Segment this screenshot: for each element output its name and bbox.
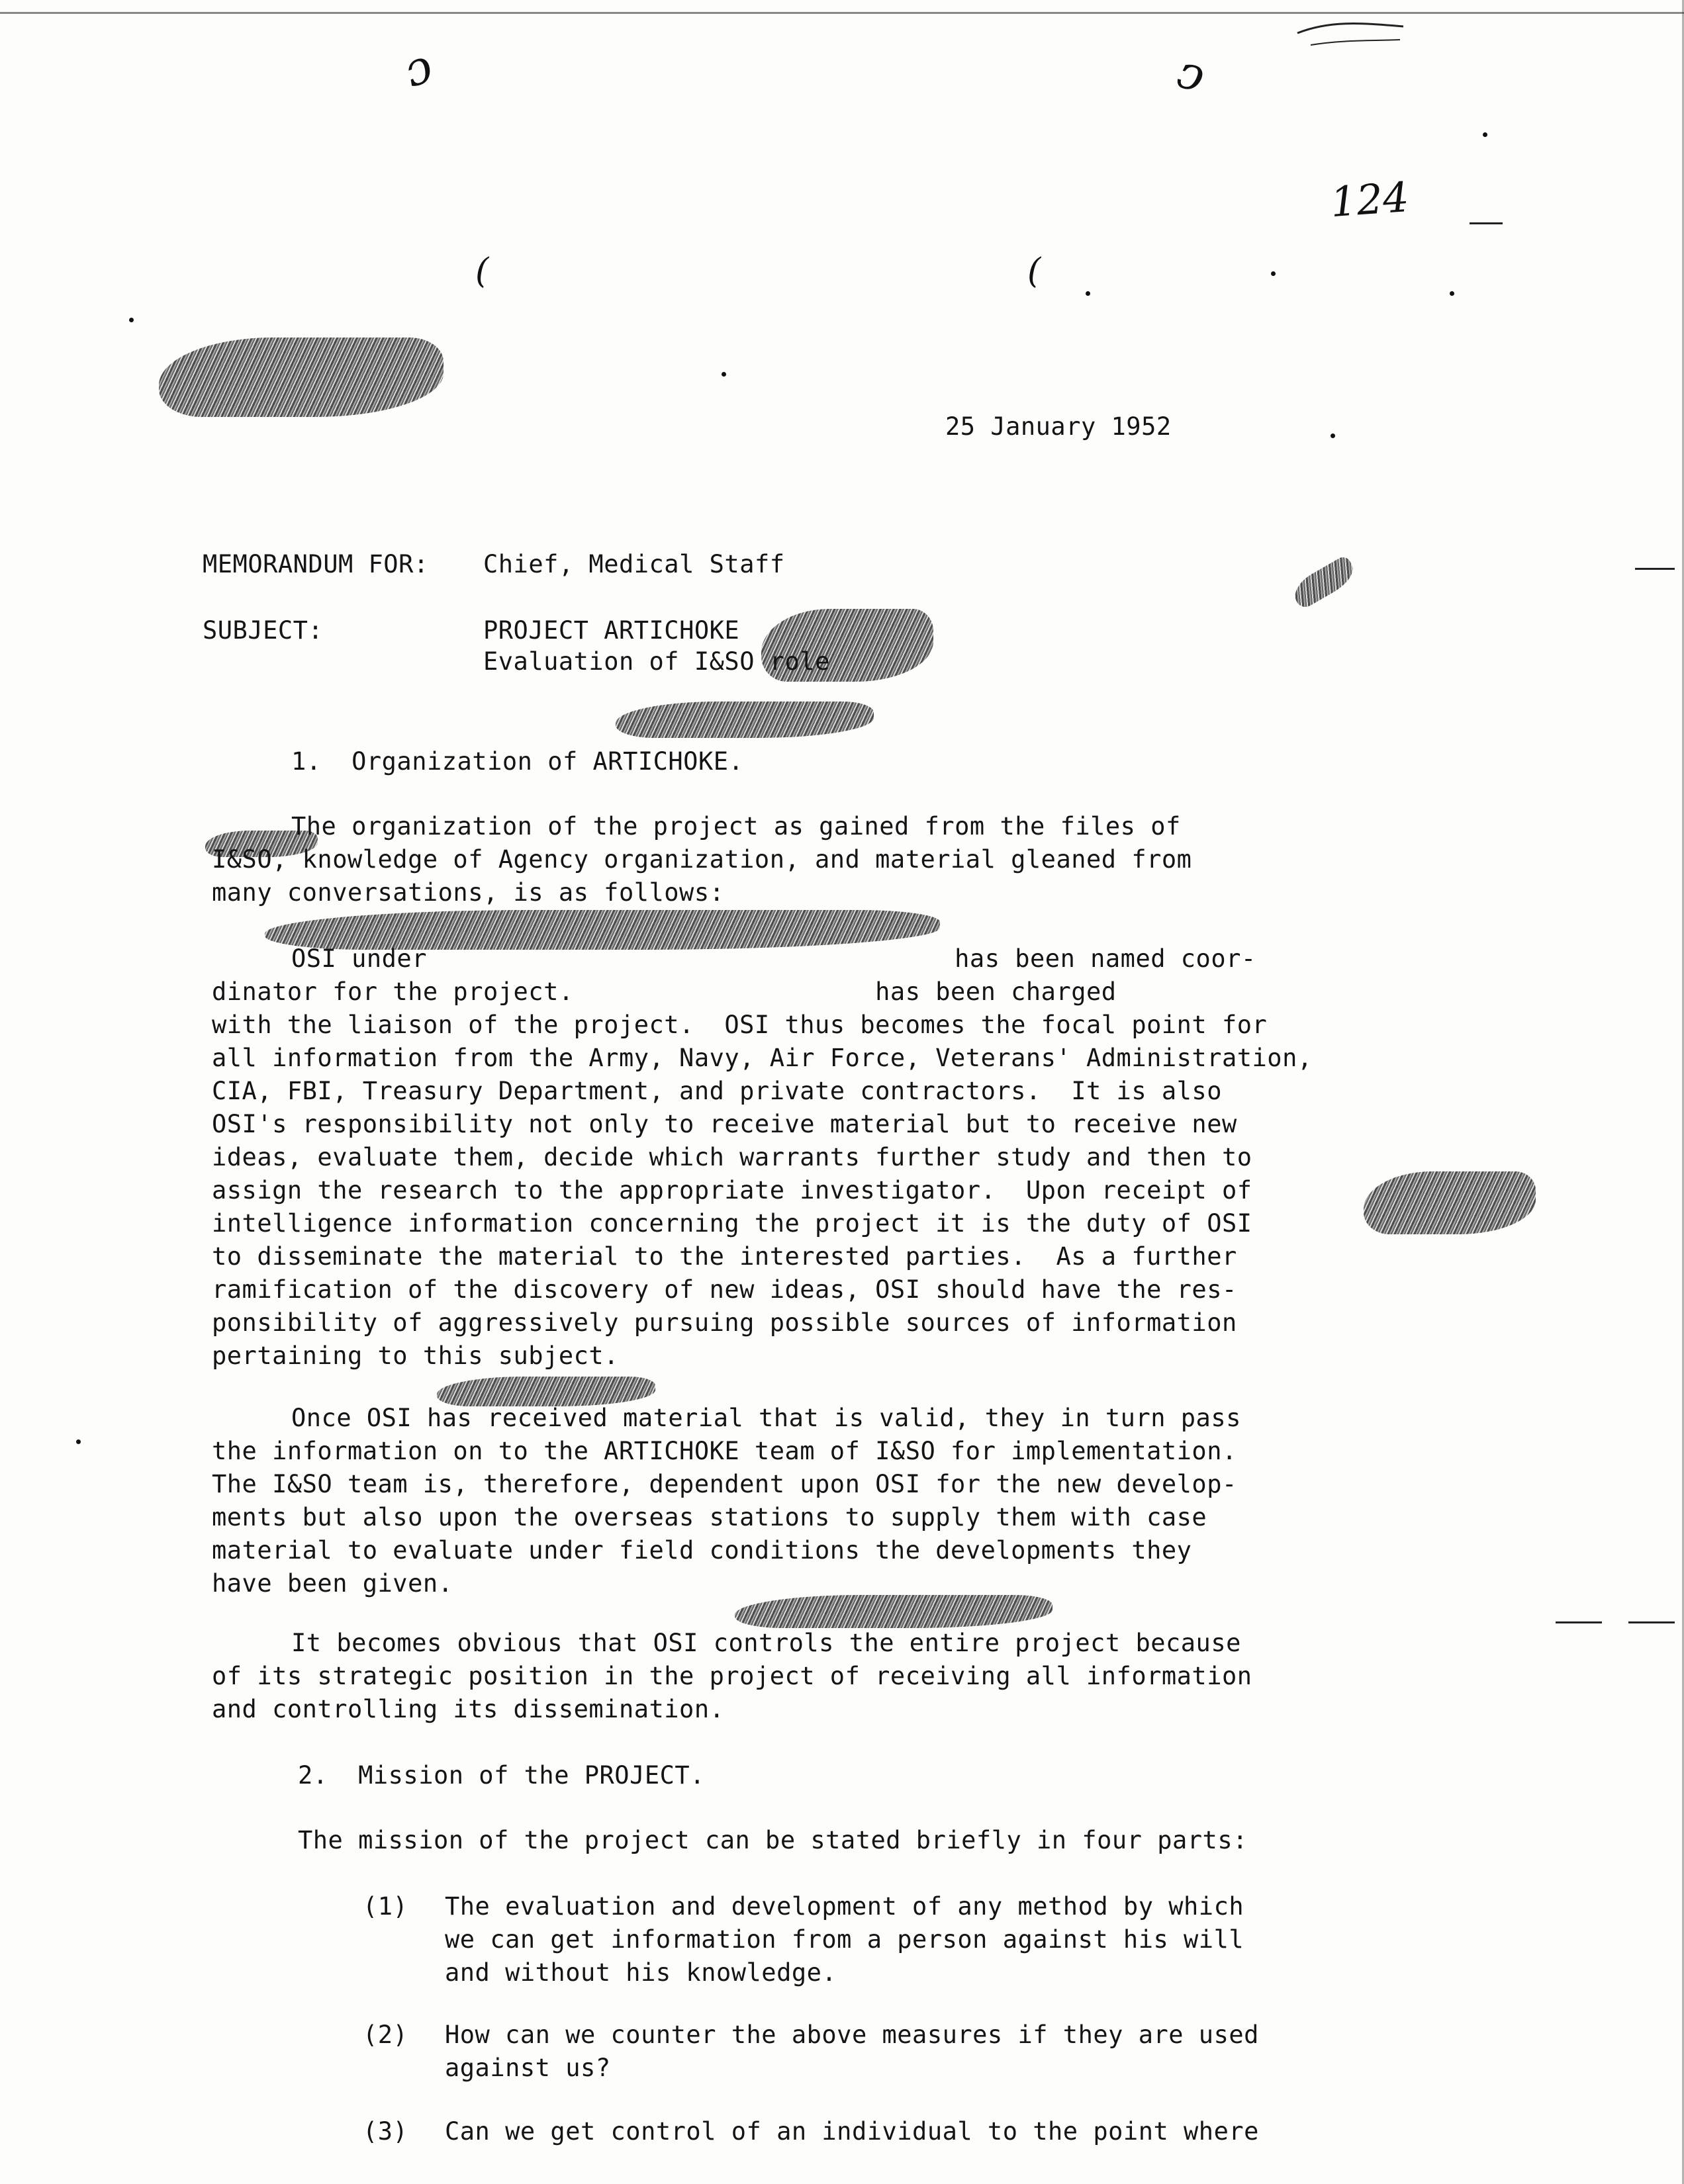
text-line: against us?	[445, 2054, 611, 2082]
mission-item-3	[445, 2115, 1259, 2148]
text-line: dinator for the project. has been charged	[212, 978, 1117, 1006]
text-line: ramification of the discovery of new ideas, OSI should have the res-	[212, 1275, 1237, 1304]
text-line: with the liaison of the project. OSI thus becomes the focal point for	[212, 1011, 1268, 1039]
mission-item-1	[445, 1890, 1244, 1989]
text-line: CIA, FBI, Treasury Department, and private contractors. It is also	[212, 1077, 1222, 1105]
scribble-top-right	[1291, 13, 1410, 53]
handwritten-mark-left: ɔ	[397, 38, 440, 99]
text-line: assign the research to the appropriate investigator. Upon receipt of	[212, 1176, 1252, 1205]
margin-dash	[1556, 1621, 1602, 1623]
mission-item-number: (3)	[363, 2117, 408, 2146]
text-line: ideas, evaluate them, decide which warrants further study and then to	[212, 1143, 1252, 1171]
handwritten-mark-right: ↄ	[1172, 44, 1211, 103]
text-line: intelligence information concerning the project it is the duty of OSI	[212, 1209, 1252, 1238]
mission-intro: The mission of the project can be stated briefly in four parts:	[298, 1826, 1248, 1854]
text-line: all information from the Army, Navy, Air Force, Veterans' Administration,	[212, 1044, 1313, 1072]
paren-mark-left: (	[475, 251, 489, 291]
margin-dash	[1628, 1621, 1675, 1623]
speck	[722, 372, 726, 377]
speck	[1483, 132, 1487, 137]
paragraph-osi-controls	[212, 1627, 1252, 1726]
text-line: OSI under has been named coor-	[291, 944, 1256, 973]
speck	[1331, 433, 1335, 438]
speck	[1450, 291, 1454, 296]
margin-dash	[1635, 568, 1675, 570]
text-line: and without his knowledge.	[445, 1958, 837, 1987]
paragraph-osi-information	[212, 1402, 1241, 1600]
paren-mark-right: (	[1027, 251, 1041, 291]
memo-date: 25 January 1952	[945, 412, 1172, 441]
text-line: have been given.	[212, 1569, 453, 1598]
text-line: ponsibility of aggressively pursuing possible sources of information	[212, 1308, 1237, 1337]
section-1-heading: 1. Organization of ARTICHOKE.	[291, 747, 744, 776]
speck	[76, 1439, 81, 1444]
subject-line-2: Evaluation of I&SO role	[483, 647, 830, 676]
text-line: and controlling its dissemination.	[212, 1695, 725, 1723]
mission-item-2	[445, 2019, 1259, 2085]
redaction-line	[616, 702, 874, 738]
margin-dash	[1470, 222, 1503, 224]
mission-item-number: (1)	[363, 1892, 408, 1921]
text-line: The organization of the project as gained from the files of	[291, 812, 1181, 841]
redaction-margin	[1364, 1171, 1536, 1234]
text-line: the information on to the ARTICHOKE team of I&SO for implementation.	[212, 1437, 1237, 1465]
speck	[1271, 271, 1276, 276]
text-line: The evaluation and development of any method by which	[445, 1892, 1244, 1921]
page-number: 124	[1329, 172, 1411, 227]
text-line: I&SO, knowledge of Agency organization, and material gleaned from	[212, 845, 1192, 874]
top-border	[0, 12, 1684, 14]
paragraph-osi-coordinator	[212, 942, 1313, 1373]
text-line: Once OSI has received material that is valid, they in turn pass	[291, 1404, 1241, 1432]
memo-for-label: MEMORANDUM FOR:	[203, 550, 429, 578]
text-line: Can we get control of an individual to the point where	[445, 2117, 1259, 2146]
text-line: pertaining to this subject.	[212, 1342, 619, 1370]
paragraph-organization	[212, 810, 1192, 909]
text-line: ments but also upon the overseas stations to supply them with case	[212, 1503, 1207, 1531]
subject-line-1: PROJECT ARTICHOKE	[483, 616, 740, 645]
speck	[1086, 291, 1090, 296]
redaction-letterhead	[159, 338, 444, 417]
text-line: material to evaluate under field conditions the developments they	[212, 1536, 1192, 1565]
text-line: we can get information from a person against his will	[445, 1925, 1244, 1954]
subject-label: SUBJECT:	[203, 616, 324, 645]
text-line: OSI's responsibility not only to receive material but to receive new	[212, 1110, 1237, 1138]
memo-for-value: Chief, Medical Staff	[483, 550, 785, 578]
text-line: to disseminate the material to the interested parties. As a further	[212, 1242, 1237, 1271]
redaction-mark	[1289, 555, 1360, 611]
section-2-heading: 2. Mission of the PROJECT.	[298, 1761, 705, 1790]
mission-item-number: (2)	[363, 2021, 408, 2049]
text-line: many conversations, is as follows:	[212, 878, 725, 907]
text-line: The I&SO team is, therefore, dependent upon OSI for the new develop-	[212, 1470, 1237, 1498]
text-line: It becomes obvious that OSI controls the entire project because	[291, 1629, 1241, 1657]
text-line: of its strategic position in the project of receiving all information	[212, 1662, 1252, 1690]
text-line: How can we counter the above measures if they are used	[445, 2021, 1259, 2049]
speck	[129, 318, 134, 322]
